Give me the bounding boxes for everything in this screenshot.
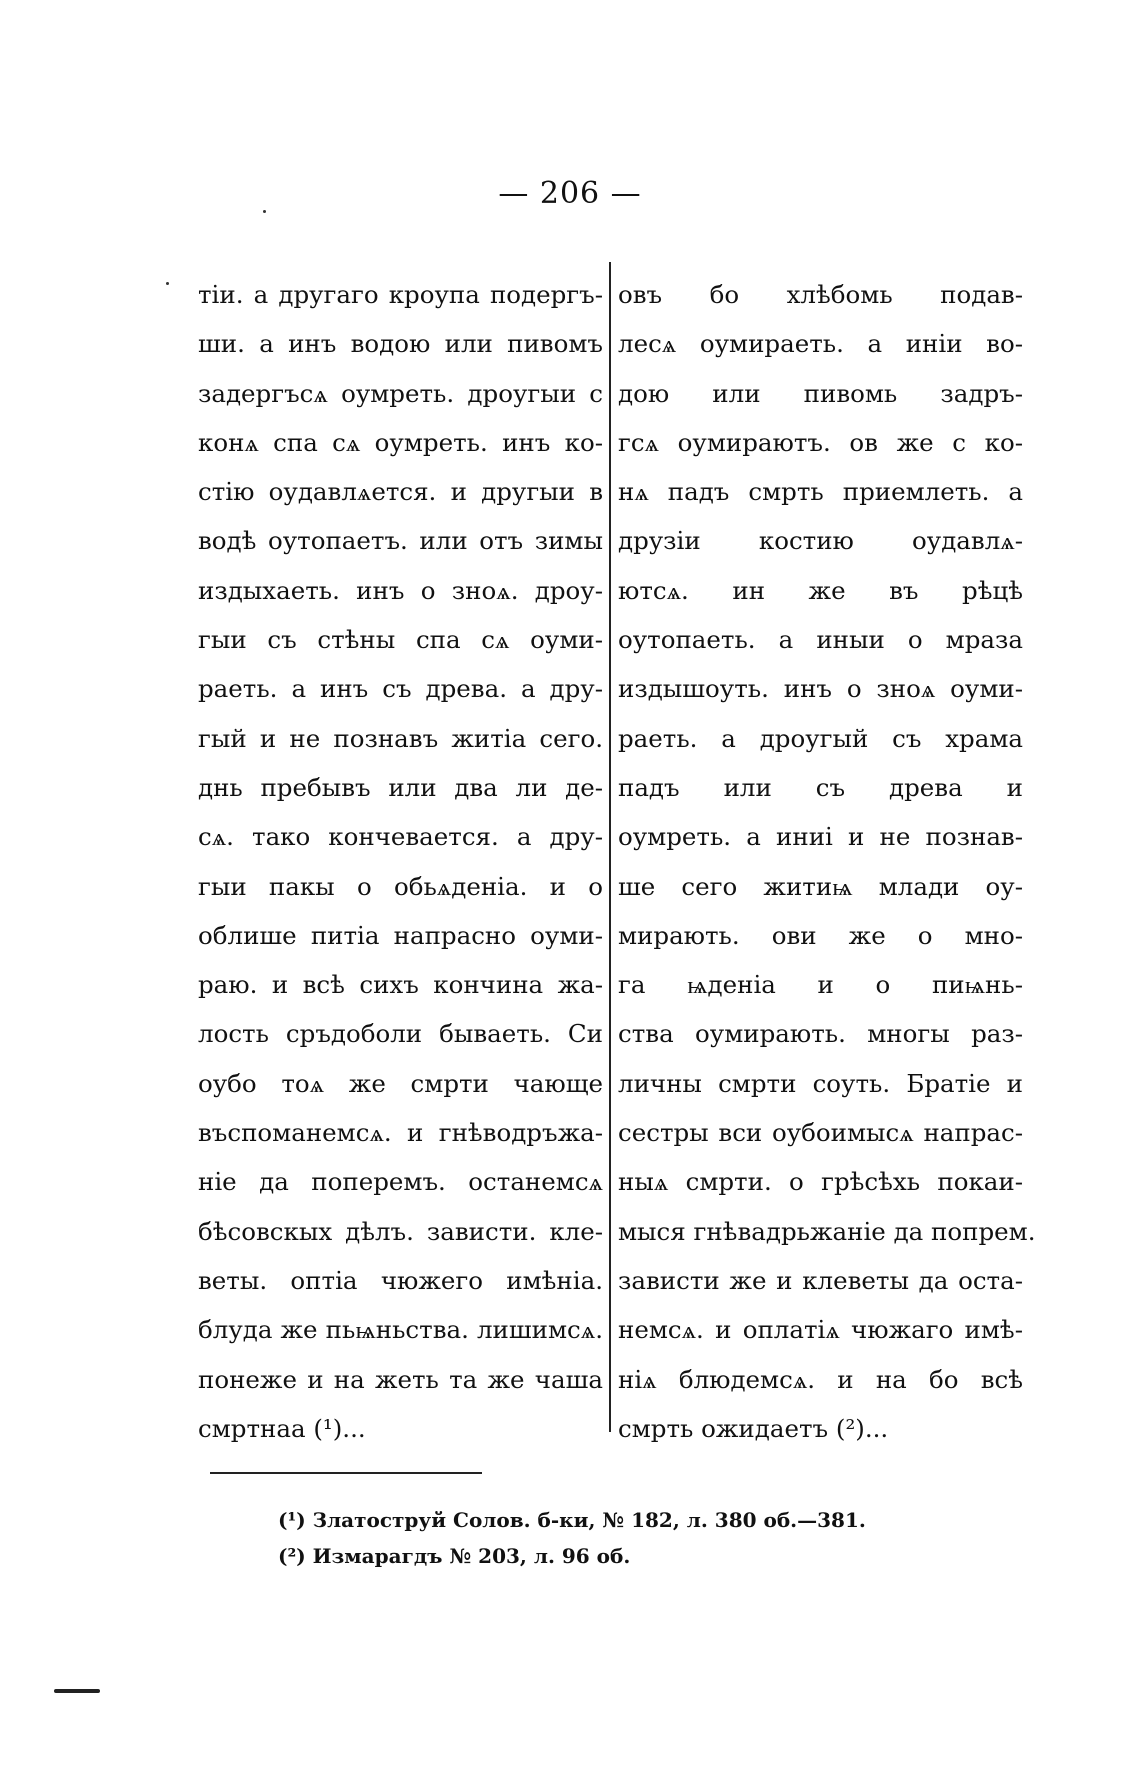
left-column-line: раю. и всѣ сихъ кончина жа- [198, 970, 603, 1000]
right-column-line: гсѧ оумираютъ. ов же с ко- [618, 427, 1023, 457]
right-column-line: нѧ падъ смрть приемлеть. а [618, 477, 1023, 507]
right-column-line: овъ бо хлѣбомь подав- [618, 280, 1023, 309]
right-column-line: издышоуть. инъ о зноѧ оуми- [618, 674, 1023, 704]
right-column-line: оутопаеть. а иныи о мраза [618, 625, 1023, 655]
left-column-line: бѣсовскых дѣлъ. зависти. кле- [198, 1216, 603, 1246]
print-speck [166, 282, 169, 285]
left-column-line: гый и не познавъ житіа сего. [198, 723, 603, 753]
left-column-line: смртнаа (¹)... [198, 1413, 366, 1443]
right-column-line: мирають. ови же о мно- [618, 920, 1023, 950]
right-column-line: ніѧ блюдемсѧ. и на бо всѣ [618, 1364, 1023, 1394]
margin-dash [54, 1689, 100, 1693]
right-column-line: падъ или съ древа и [618, 772, 1023, 802]
page-number: — 206 — [498, 176, 642, 211]
column-rule [609, 262, 611, 1432]
right-column-line: сестры вси оубоимысѧ напрас- [618, 1118, 1023, 1148]
right-column-line: раеть. а дроугый съ храма [618, 723, 1023, 753]
left-column-line: въспоманемсѧ. и гнѣводръжа- [198, 1118, 603, 1148]
right-column-line: смрть ожидаетъ (²)... [618, 1413, 889, 1443]
left-column [198, 270, 603, 1453]
footnote: (¹) Златоструй Солов. б-ки, № 182, л. 380 об.—381. [278, 1508, 866, 1532]
left-column-line: раеть. а инъ съ древа. а дру- [198, 674, 603, 704]
left-column-line: понеже и на жеть та же чаша [198, 1364, 603, 1394]
left-column-line: тіи. а другаго кроупа подергъ- [198, 280, 603, 309]
right-column-line: друзіи костию оудавлѧ- [618, 526, 1023, 556]
left-column-line: ніе да поперемъ. останемсѧ [198, 1167, 603, 1197]
right-column-line: немсѧ. и оплатіѧ чюжаго имѣ- [618, 1315, 1023, 1345]
left-column-line: блуда же пьѩньства. лишимсѧ. [198, 1315, 603, 1345]
left-column-line: стію оудавлѧется. и другыи в [198, 477, 603, 507]
footnote: (²) Измарагдъ № 203, л. 96 об. [278, 1544, 631, 1568]
print-speck [263, 210, 266, 213]
right-column-line: га ѩденіа и о пиѩнь- [618, 970, 1023, 1000]
left-column-line: издыхаеть. инъ о зноѧ. дроу- [198, 575, 603, 605]
left-column-line: водѣ оутопаетъ. или отъ зимы [198, 526, 603, 556]
right-column-line: личны смрти соуть. Братіе и [618, 1068, 1023, 1098]
right-column-line: ныѧ смрти. о грѣсѣхь покаи- [618, 1167, 1023, 1197]
left-column-line: конѧ спа сѧ оумреть. инъ ко- [198, 427, 603, 457]
left-column-line: гыи пакы о обьѧденіа. и о [198, 871, 603, 901]
right-column-line: ства оумирають. многы раз- [618, 1019, 1023, 1049]
right-column [618, 270, 1036, 1453]
left-column-line: днь пребывъ или два ли де- [198, 772, 603, 802]
right-column-line: ше сего житиѩ млади оу- [618, 871, 1023, 901]
footnote-rule [210, 1472, 482, 1474]
right-column-line: мыся гнѣвадрьжаніе да попрем. [618, 1216, 1036, 1246]
left-column-line: ши. а инъ водою или пивомъ [198, 329, 603, 359]
right-column-line: лесѧ оумираеть. а иніи во- [618, 329, 1023, 359]
left-column-line: веты. оптіа чюжего имѣніа. [198, 1265, 603, 1295]
right-column-line: оумреть. а иниі и не познав- [618, 822, 1023, 852]
right-column-line: ютсѧ. ин же въ рѣцѣ [618, 575, 1023, 605]
left-column-line: оубо тоѧ же смрти чающе [198, 1068, 603, 1098]
right-column-line: дою или пивомь задръ- [618, 378, 1023, 408]
left-column-line: лость сръдоболи бываеть. Си [198, 1019, 603, 1049]
left-column-line: гыи съ стѣны спа сѧ оуми- [198, 625, 603, 655]
footnotes [278, 1502, 866, 1574]
left-column-line: облише питіа напрасно оуми- [198, 920, 603, 950]
right-column-line: зависти же и клеветы да оста- [618, 1265, 1023, 1295]
left-column-line: сѧ. тако кончевается. а дру- [198, 822, 603, 852]
left-column-line: задергъсѧ оумреть. дроугыи с [198, 378, 603, 408]
